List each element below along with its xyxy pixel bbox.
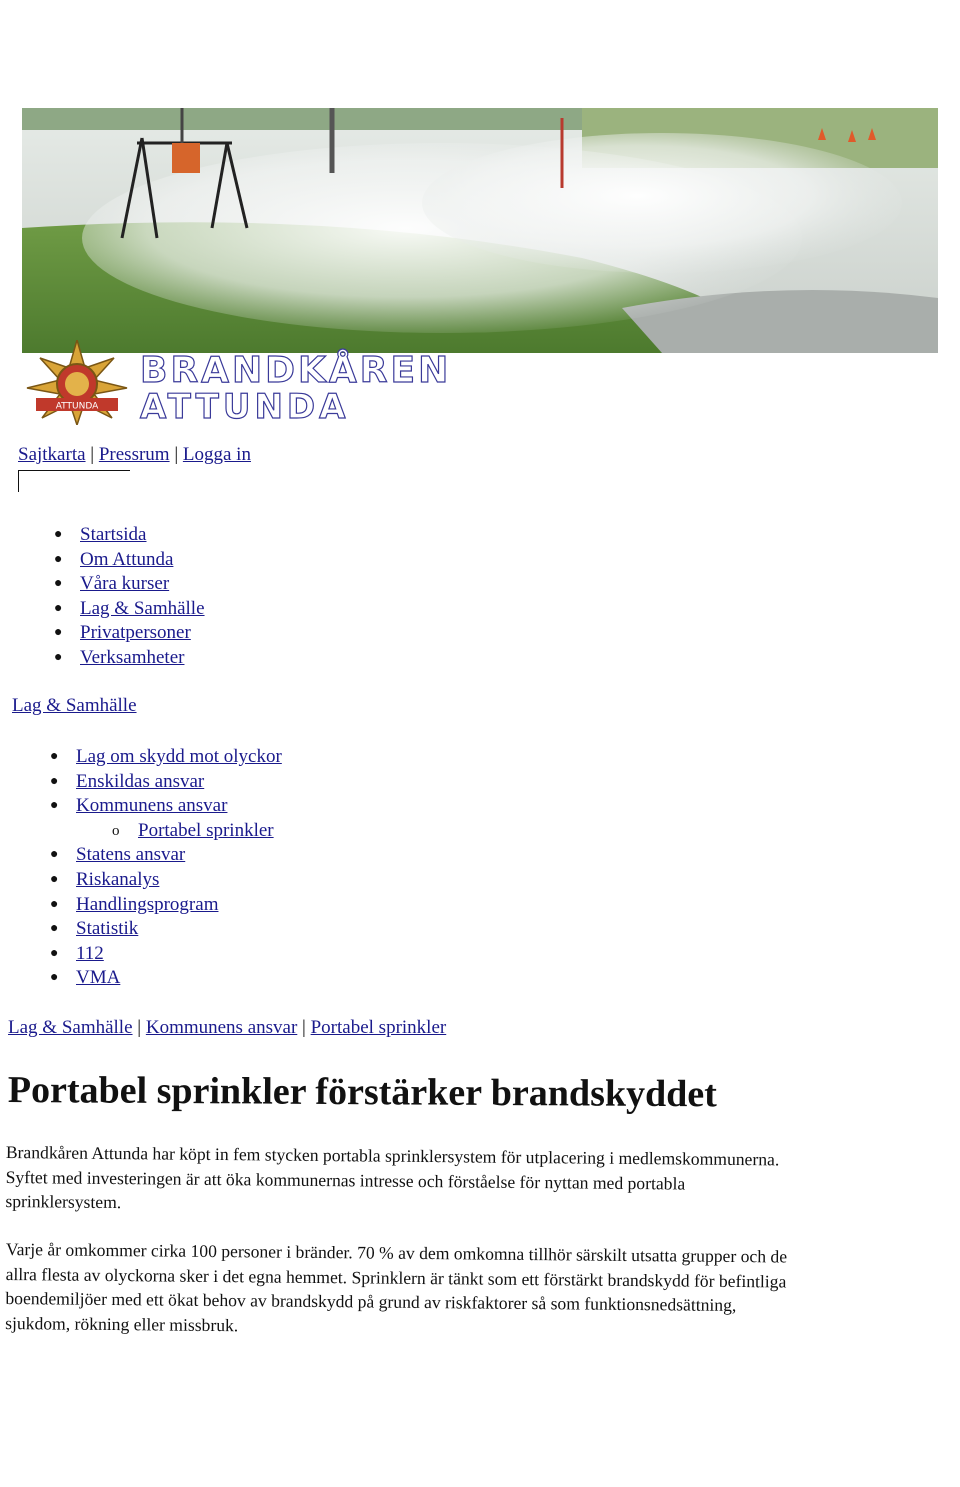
article-title: Portabel sprinkler förstärker brandskyddet [7,1069,717,1116]
subnav-item-kommunens-ansvar [50,794,282,819]
subnav-item-statistik [50,917,282,942]
logo-text-attunda: ATTUNDA [140,387,350,427]
header-photo [22,108,938,353]
subnav-item-portabel-sprinkler [76,819,282,844]
article-paragraph: Varje år omkommer cirka 100 personer i bränder. 70 % av dem omkomna tillhör särskilt utsatta grupper och de allra flesta av olyckorna sker i det egna hemmet. Sprinklern är tänkt som ett förstärkt brandskydd för befintliga boendemiljöer med ett ökat behov av brandskydd på grund av riskfaktorer så som funktionsnedsättning, sjukdom, rökning eller missbruk. [5,1238,788,1335]
circle-bullet-icon: o [112,822,120,839]
sitemap-link[interactable]: Sajtkarta [18,444,86,465]
subnav-item-handlingsprogram [50,893,282,918]
bullet-icon: ● [54,551,63,567]
sprinkler-photo-graphic [22,108,938,353]
link-separator: | [90,444,95,465]
subnav-item-112 [50,942,282,967]
breadcrumb-lag-samhalle[interactable]: Lag & Samhälle [8,1017,133,1038]
bullet-icon: ● [54,576,63,592]
section-title-link[interactable]: Lag & Samhälle [12,695,137,716]
bullet-icon: ● [50,773,59,789]
subnav-link[interactable]: Lag om skydd mot olyckor [76,746,282,767]
subnav-item-vma [50,966,282,991]
nav-item-startsida [54,523,205,548]
nav-item-om-attunda [54,548,205,573]
subnav-item-riskanalys [50,868,282,893]
breadcrumb-kommunens-ansvar[interactable]: Kommunens ansvar [145,1017,298,1038]
subnav-link[interactable]: VMA [76,967,121,989]
fire-brigade-emblem-icon [22,340,132,425]
nav-link[interactable]: Verksamheter [80,646,185,668]
subnav-link[interactable]: Riskanalys [76,868,160,890]
subnav-link[interactable]: Kommunens ansvar [76,795,228,817]
nav-link[interactable]: Lag & Samhälle [80,597,205,619]
bullet-icon: ● [54,649,63,665]
pressroom-link[interactable]: Pressrum [98,444,170,465]
breadcrumb-separator: | [302,1017,306,1038]
nav-link[interactable]: Om Attunda [80,548,174,570]
bullet-icon: ● [50,749,59,764]
subnav-link[interactable]: Enskildas ansvar [76,770,205,792]
nav-item-vara-kurser [54,572,205,597]
search-field-edge[interactable] [18,470,19,492]
bullet-icon: ● [50,896,59,912]
nav-link[interactable]: Startsida [80,524,147,545]
subnav-link[interactable]: Statistik [76,918,139,940]
bullet-icon: ● [50,871,59,887]
bullet-icon: ● [54,600,63,616]
bullet-icon: ● [50,945,59,961]
section-navigation [50,745,282,991]
nav-item-lag-samhalle [54,597,205,622]
main-navigation [54,523,205,671]
bullet-icon: ● [50,921,59,937]
bullet-icon: ● [54,625,63,641]
subnav-item-enskildas-ansvar [50,770,282,795]
breadcrumb [8,1017,446,1039]
subnav-link[interactable]: Portabel sprinkler [138,819,274,841]
nav-link[interactable]: Privatpersoner [80,622,191,644]
bullet-icon: ● [54,527,63,542]
nav-link[interactable]: Våra kurser [80,573,170,595]
subnav-link[interactable]: 112 [76,942,104,964]
breadcrumb-separator: | [137,1017,142,1038]
logo-text-brandkaren: BRANDKÅREN [140,350,452,391]
article-paragraph: Brandkåren Attunda har köpt in fem stycken portabla sprinklersystem för utplacering i medlemskommunerna. Syftet med investeringen är att öka kommunernas intresse och förståelse för nyttan med portabla sprinklersystem. [5,1141,780,1213]
utility-links [18,444,251,466]
emblem-label: ATTUNDA [55,401,99,412]
nav-item-verksamheter [54,646,205,671]
subnav-link[interactable]: Handlingsprogram [76,893,219,915]
search-field-edge [18,470,130,471]
bullet-icon: ● [50,847,59,863]
subnav-link[interactable]: Statens ansvar [76,844,186,866]
subnav-item-lag-om-skydd [50,745,282,770]
brandkaren-emblem [22,340,132,425]
bullet-icon: ● [50,970,59,986]
nav-item-privatpersoner [54,621,205,646]
breadcrumb-portabel-sprinkler[interactable]: Portabel sprinkler [310,1017,447,1038]
bullet-icon: ● [50,798,59,814]
subnav-item-statens-ansvar [50,843,282,868]
link-separator: | [174,444,179,465]
login-link[interactable]: Logga in [182,444,251,465]
